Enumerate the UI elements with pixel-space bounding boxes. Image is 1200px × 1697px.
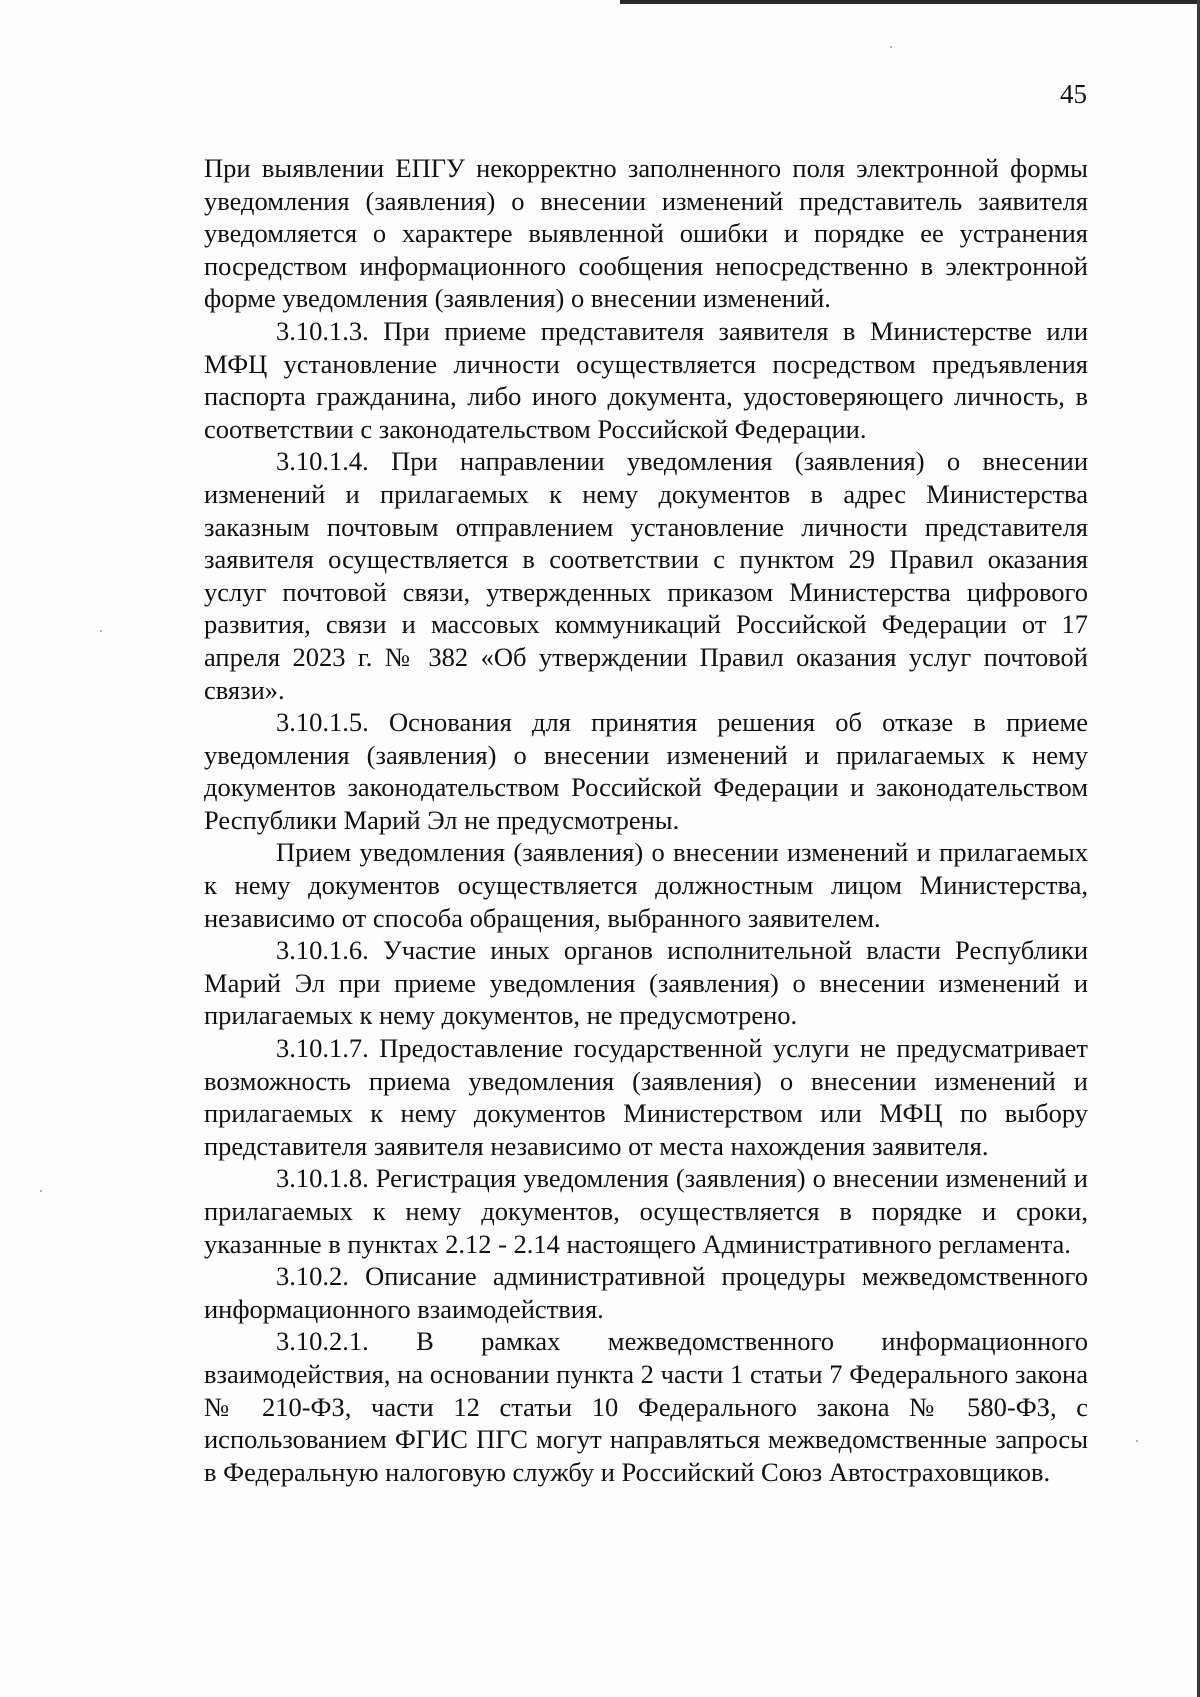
scan-edge-top xyxy=(620,0,1200,4)
paragraph-3-10-1-6: 3.10.1.6. Участие иных органов исполнительной власти Республики Марий Эл при приеме уведомления (заявления) о внесении изменений и прилагаемых к нему документов, не предусмотрено. xyxy=(204,935,1088,1031)
page-number: 45 xyxy=(1060,79,1087,109)
paragraph-3-10-2-1: 3.10.2.1. В рамках межведомственного информационного взаимодействия, на основании пункта 2 части 1 статьи 7 Федерального закона № 210-ФЗ, части 12 статьи 10 Федерального закона № 580-ФЗ, с использованием ФГИС ПГС могут направляться межведомственные запросы в Федеральную налоговую службу и Российский Союз Автостраховщиков. xyxy=(204,1326,1088,1487)
scan-speck xyxy=(40,1190,42,1192)
paragraph-reception: Прием уведомления (заявления) о внесении изменений и прилагаемых к нему документов осуществляется должностным лицом Министерства, независимо от способа обращения, выбранного заявителем. xyxy=(204,837,1088,933)
scan-speck xyxy=(1136,1440,1138,1442)
paragraph-1: При выявлении ЕПГУ некорректно заполненного поля электронной формы уведомления (заявления) о внесении изменений представитель заявителя уведомляется о характере выявленной ошибки и порядке ее устранения посредством информационного сообщения непосредственно в электронной форме уведомления (заявления) о внесении изменений. xyxy=(204,153,1088,314)
scan-speck xyxy=(890,46,892,48)
document-body xyxy=(204,152,1088,1488)
paragraph-3-10-1-4: 3.10.1.4. При направлении уведомления (заявления) о внесении изменений и прилагаемых к нему документов в адрес Министерства заказным почтовым отправлением установление личности представителя заявителя осуществляется в соответствии с пунктом 29 Правил оказания услуг почтовой связи, утвержденных приказом Министерства цифрового развития, связи и массовых коммуникаций Российской Федерации от 17 апреля 2023 г. № 382 «Об утверждении Правил оказания услуг почтовой связи». xyxy=(204,446,1088,705)
scan-speck xyxy=(100,630,102,632)
paragraph-3-10-1-8: 3.10.1.8. Регистрация уведомления (заявления) о внесении изменений и прилагаемых к нему документов, осуществляется в порядке и сроки, указанные в пунктах 2.12 - 2.14 настоящего Административного регламента. xyxy=(204,1163,1088,1259)
paragraph-3-10-1-3: 3.10.1.3. При приеме представителя заявителя в Министерстве или МФЦ установление личности осуществляется посредством предъявления паспорта гражданина, либо иного документа, удостоверяющего личность, в соответствии с законодательством Российской Федерации. xyxy=(204,315,1088,444)
paragraph-3-10-1-7: 3.10.1.7. Предоставление государственной услуги не предусматривает возможность приема уведомления (заявления) о внесении изменений и прилагаемых к нему документов Министерством или МФЦ по выбору представителя заявителя независимо от места нахождения заявителя. xyxy=(204,1033,1088,1161)
paragraph-3-10-1-5: 3.10.1.5. Основания для принятия решения об отказе в приеме уведомления (заявления) о внесении изменений и прилагаемых к нему документов законодательством Российской Федерации и законодательством Республики Марий Эл не предусмотрены. xyxy=(204,707,1088,835)
paragraph-3-10-2: 3.10.2. Описание административной процедуры межведомственного информационного взаимодействия. xyxy=(204,1261,1088,1324)
